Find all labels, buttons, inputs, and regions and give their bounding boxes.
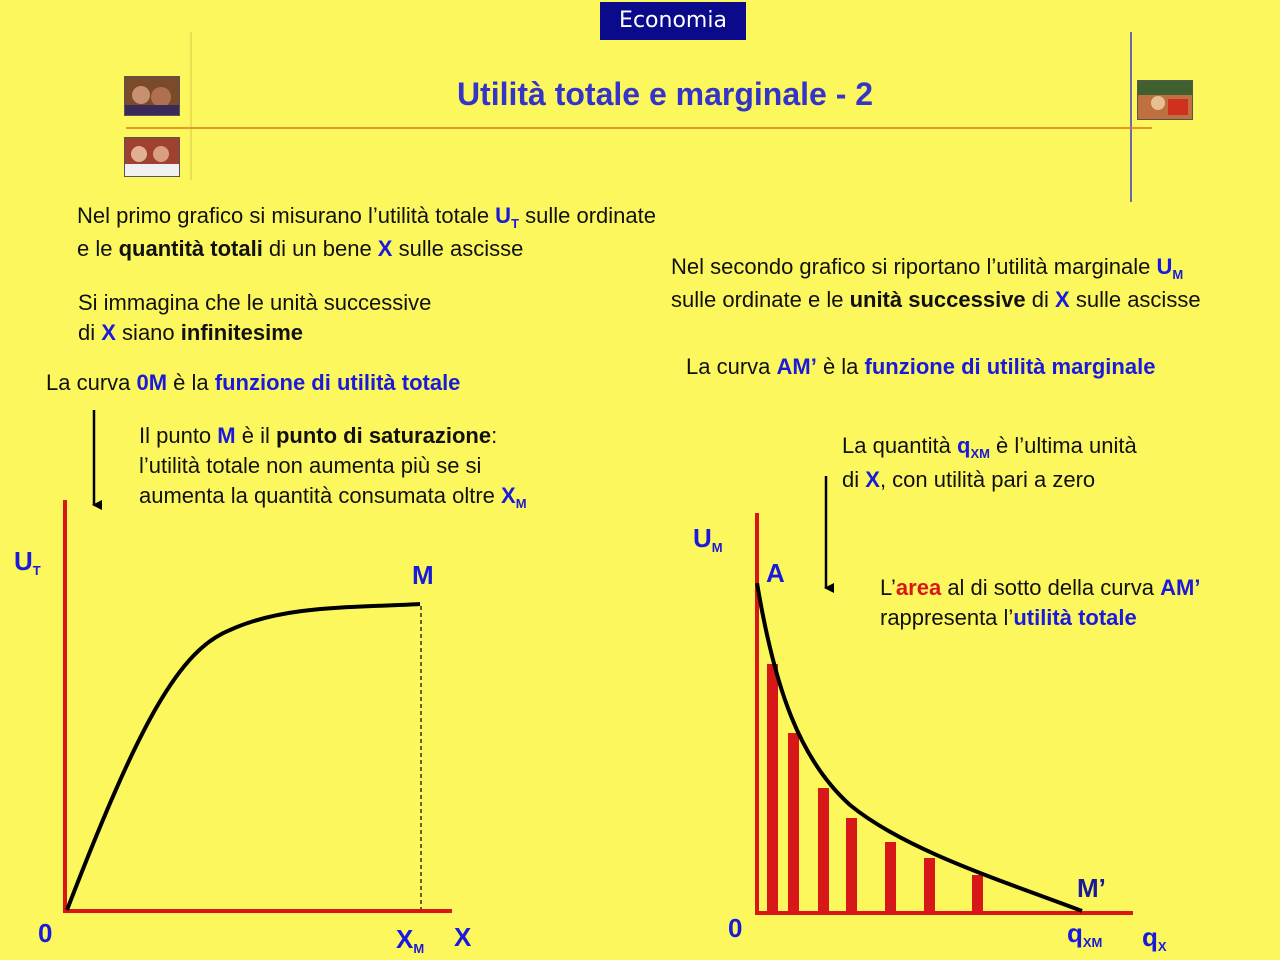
right-x-axis-label: $q_X$ [1142,922,1167,954]
text-run: , con utilità pari a zero [879,467,1096,492]
text-run: M [217,423,236,448]
text-run: quantità totali [118,236,263,261]
text-run: sulle ascisse [392,236,524,261]
point-m-prime-label: M’ [1077,873,1106,903]
point-a-label: A [766,558,785,588]
text-run: infinitesime [180,320,304,345]
qxm-label: $q_{XM}$ [1067,918,1103,950]
text-run: è il [235,423,276,448]
text-run: funzione di utilità marginale [864,354,1156,379]
text-run: U [495,203,512,228]
text-run: è la [816,354,865,379]
text-run: XM [970,446,990,461]
text-run: X [501,483,516,508]
area-bar [818,788,829,912]
marginal-utility-curve [757,583,1082,911]
text-run: : [491,423,498,448]
area-bar [788,733,799,912]
text-run: rappresenta l’ [880,605,1014,630]
total-utility-curve [67,604,420,910]
text-run: q [956,433,971,458]
area-bar [885,842,896,912]
text-run: X [865,467,880,492]
right-origin-label: 0 [728,913,743,943]
area-bar [972,875,983,912]
text-run: è l’ultima unità [989,433,1137,458]
text-run: sulle ordinate [519,203,656,228]
text-run: La curva [686,354,777,379]
text-run: e le [77,236,119,261]
text-run: area [895,575,942,600]
text-run: 0M [136,370,168,395]
text-run: di un bene [262,236,378,261]
text-run: X [101,320,116,345]
section-badge: Economia [600,2,746,40]
area-bar [924,858,935,912]
text-run: U [1156,254,1173,279]
text-run: unità successive [849,287,1026,312]
right-y-axis-label: $U_M$ [693,523,723,555]
text-run: AM’ [776,354,817,379]
text-run: Il punto [139,423,218,448]
text-run: è la [167,370,215,395]
text-run: M [1172,267,1184,282]
area-bars [767,664,983,912]
text-run: punto di saturazione [275,423,492,448]
text-run: AM’ [1160,575,1201,600]
text-run: X [377,236,393,261]
text-run: Nel primo grafico si misurano l’utilità totale [77,203,496,228]
left-x-axis-label: X [454,922,472,952]
xm-label: $X_M$ [396,924,425,956]
text-run: La quantità [842,433,957,458]
text-run: funzione di utilità totale [214,370,461,395]
text-run: di [1025,287,1056,312]
text-run: utilità totale [1013,605,1137,630]
text-run: sulle ordinate e le [671,287,850,312]
text-run: siano [115,320,181,345]
page-title: Utilità totale e marginale - 2 [456,76,874,112]
text-run: Nel secondo grafico si riportano l’utilità marginale [671,254,1157,279]
area-bar [767,664,778,912]
text-run: di [78,320,102,345]
text-run: X [1055,287,1070,312]
area-bar [846,818,857,912]
left-y-axis-label: $U_T$ [14,546,41,578]
text-run: l’utilità totale non aumenta più se si [139,453,482,478]
point-m-label: M [412,560,434,590]
text-run: sulle ascisse [1069,287,1201,312]
text-run: al di sotto della curva [941,575,1161,600]
text-run: T [511,216,520,231]
text-run: La curva [46,370,137,395]
text-run: di [842,467,866,492]
left-origin-label: 0 [38,918,53,948]
text-run: aumenta la quantità consumata oltre [139,483,502,508]
text-run: L’ [880,575,896,600]
text-run: M [515,496,527,511]
text-run: Si immagina che le unità successive [78,290,432,315]
